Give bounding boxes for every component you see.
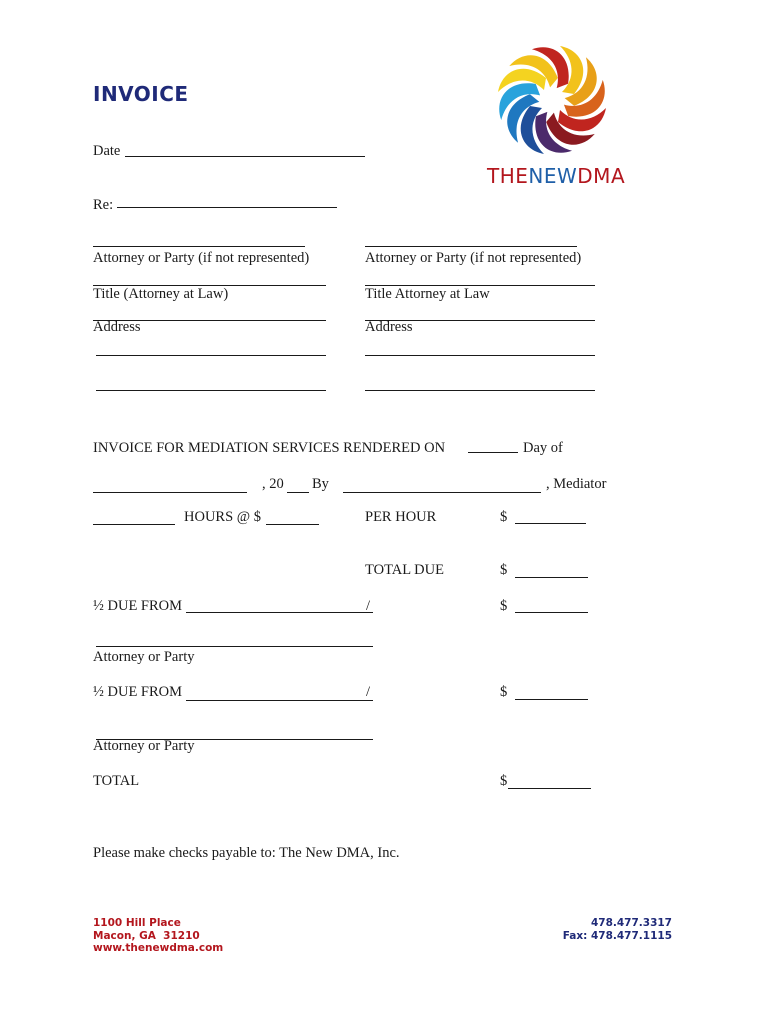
title-left-label: Title (Attorney at Law)	[93, 286, 229, 302]
day-field[interactable]	[468, 452, 518, 453]
half-due-from-label-1: ½ DUE FROM	[93, 598, 183, 614]
logo-pinwheel-icon	[496, 44, 608, 156]
year-field[interactable]	[287, 492, 309, 493]
rendered-on-label: INVOICE FOR MEDIATION SERVICES RENDERED ON	[93, 440, 446, 456]
half-due-from-label-2: ½ DUE FROM	[93, 684, 183, 700]
attorney-left-label: Attorney or Party (if not represented)	[93, 250, 310, 266]
attorney-left-field[interactable]	[93, 246, 305, 247]
page-title: INVOICE	[93, 82, 189, 106]
attorney-party-field-1[interactable]	[96, 646, 373, 647]
mediator-field[interactable]	[343, 492, 541, 493]
half-due-dollar-2: $	[500, 684, 508, 700]
brand-the: THE	[487, 164, 529, 188]
attorney-party-label-1: Attorney or Party	[93, 649, 195, 665]
address-right-line-3[interactable]	[365, 390, 595, 391]
total-label: TOTAL	[93, 773, 140, 789]
footer-contact	[520, 917, 672, 942]
attorney-party-label-2: Attorney or Party	[93, 738, 195, 754]
half-due-slash-1: /	[366, 598, 371, 614]
title-right-label: Title Attorney at Law	[365, 286, 490, 302]
payable-note: Please make checks payable to: The New DMA, Inc.	[93, 845, 400, 861]
total-due-dollar: $	[500, 562, 508, 578]
brand-new: NEW	[528, 164, 578, 188]
address-right-label: Address	[365, 319, 413, 335]
address-left-line-2[interactable]	[96, 355, 326, 356]
date-label: Date	[93, 143, 121, 159]
per-hour-amount-field[interactable]	[515, 523, 586, 524]
date-field[interactable]	[125, 156, 365, 157]
footer-fax: Fax: 478.477.1115	[562, 929, 672, 942]
hours-at-label: HOURS @ $	[184, 509, 262, 525]
attorney-right-label: Attorney or Party (if not represented)	[365, 250, 582, 266]
half-due-from-field-1[interactable]	[186, 612, 373, 613]
address-left-line-3[interactable]	[96, 390, 326, 391]
address-right-line-2[interactable]	[365, 355, 595, 356]
footer-phone: 478.477.3317	[590, 917, 672, 929]
footer-address-line-1: 1100 Hill Place	[93, 917, 181, 929]
year-prefix-label: , 20	[262, 476, 284, 492]
month-field[interactable]	[93, 492, 247, 493]
per-hour-dollar: $	[500, 509, 508, 525]
brand-name	[487, 164, 625, 188]
day-of-label: Day of	[523, 440, 563, 456]
total-dollar: $	[500, 773, 508, 789]
hours-field[interactable]	[93, 524, 175, 525]
total-due-label: TOTAL DUE	[365, 562, 444, 578]
total-due-amount-field[interactable]	[515, 577, 588, 578]
half-due-amount-field-1[interactable]	[515, 612, 588, 613]
half-due-slash-2: /	[366, 684, 371, 700]
re-label: Re:	[93, 197, 114, 213]
half-due-amount-field-2[interactable]	[515, 699, 588, 700]
footer-address-line-2: Macon, GA 31210	[93, 929, 200, 942]
total-amount-field[interactable]	[508, 788, 591, 789]
mediator-label: , Mediator	[546, 476, 607, 492]
address-left-label: Address	[93, 319, 141, 335]
rate-field[interactable]	[266, 524, 319, 525]
logo	[496, 44, 608, 156]
per-hour-label: PER HOUR	[365, 509, 437, 525]
half-due-dollar-1: $	[500, 598, 508, 614]
attorney-right-field[interactable]	[365, 246, 577, 247]
footer-website[interactable]: www.thenewdma.com	[93, 942, 224, 954]
footer-address	[93, 917, 223, 955]
by-label: By	[312, 476, 329, 492]
half-due-from-field-2[interactable]	[186, 700, 373, 701]
brand-dma: DMA	[577, 164, 626, 188]
re-field[interactable]	[117, 207, 337, 208]
